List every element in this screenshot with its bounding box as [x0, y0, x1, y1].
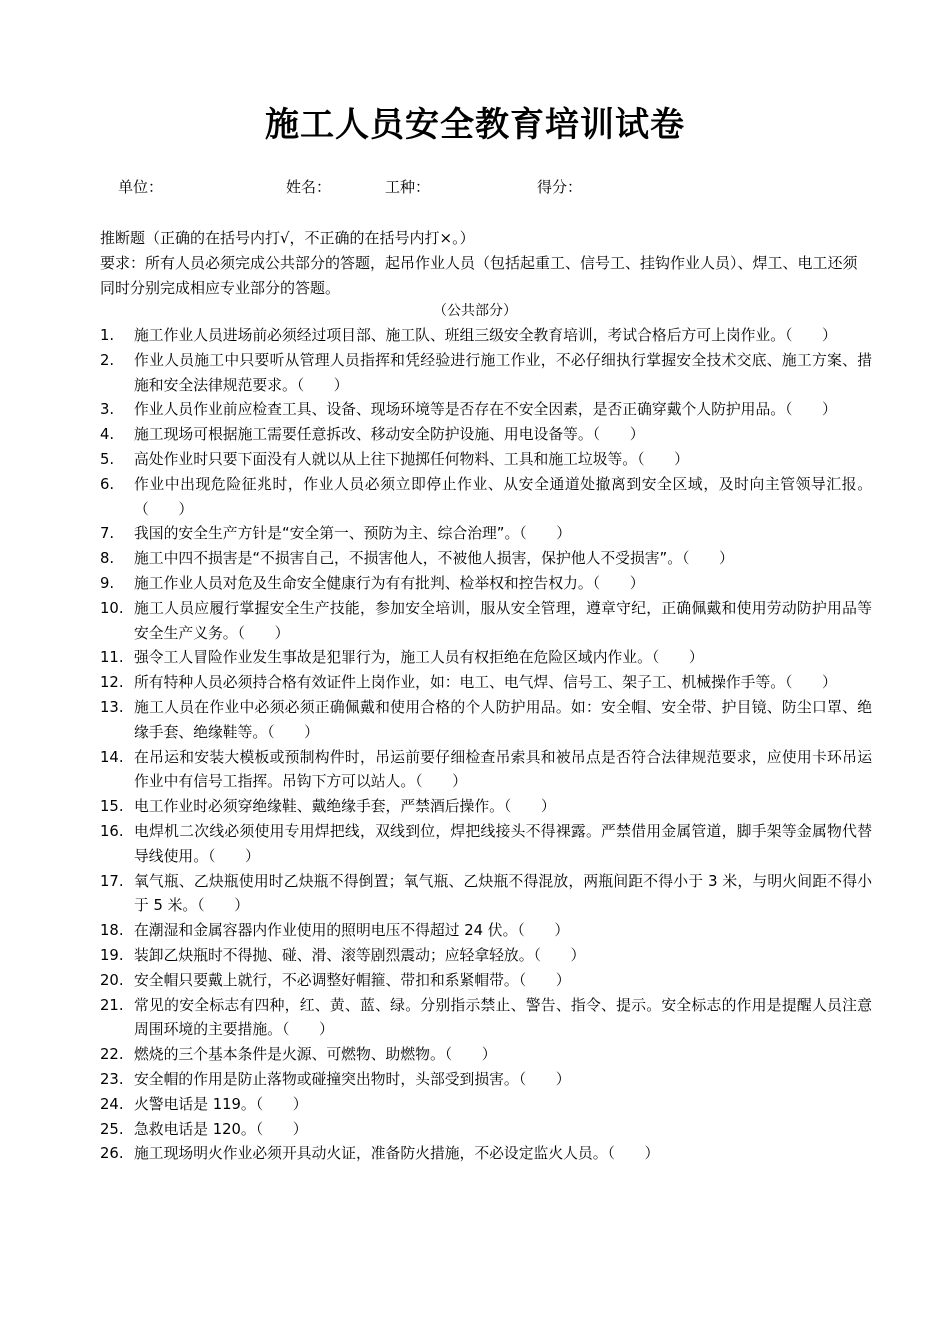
- question-item: [100, 547, 872, 572]
- question-text: 安全帽只要戴上就行，不必调整好帽箍、带扣和系紧帽带。（ ）: [134, 971, 571, 989]
- question-item: [100, 820, 872, 870]
- question-text: 所有特种人员必须持合格有效证件上岗作业，如：电工、电气焊、信号工、架子工、机械操作手等。（ ）: [134, 674, 837, 692]
- question-number: 10.: [100, 599, 124, 617]
- question-number: 8.: [100, 550, 115, 568]
- question-item: [100, 1118, 872, 1143]
- section-heading: （公共部分）: [433, 303, 517, 319]
- question-text: 施工现场可根据施工需要任意拆改、移动安全防护设施、用电设备等。（ ）: [134, 426, 645, 444]
- question-text: 安全帽的作用是防止落物或碰撞突出物时，头部受到损害。（ ）: [134, 1070, 571, 1088]
- question-number: 21.: [100, 996, 124, 1014]
- question-item: [100, 671, 872, 696]
- question-text: 装卸乙炔瓶时不得抛、碰、滑、滚等剧烈震动；应轻拿轻放。（ ）: [134, 946, 586, 964]
- question-item: [100, 1093, 872, 1118]
- question-text: 强令工人冒险作业发生事故是犯罪行为，施工人员有权拒绝在危险区域内作业。（ ）: [134, 649, 704, 667]
- question-item: [100, 349, 872, 399]
- header-fields: [0, 176, 950, 198]
- score-label: 得分：: [537, 178, 583, 196]
- question-text: 作业人员施工中只要听从管理人员指挥和凭经验进行施工作业，不必仔细执行掌握安全技术交底、施工方案、措施和安全法律规范要求。（ ）: [134, 351, 872, 394]
- question-text: 电工作业时必须穿绝缘鞋、戴绝缘手套，严禁酒后操作。（ ）: [134, 798, 556, 816]
- question-item: [100, 522, 872, 547]
- question-item: [100, 1068, 872, 1093]
- question-number: 3.: [100, 401, 115, 419]
- question-text: 火警电话是 119。（ ）: [134, 1095, 308, 1113]
- requirement-text: 要求：所有人员必须完成公共部分的答题，起吊作业人员（包括起重工、信号工、挂钩作业人员）、焊工、电工还须同时分别完成相应专业部分的答题。: [100, 254, 858, 297]
- question-text: 施工作业人员对危及生命安全健康行为有有批判、检举权和控告权力。（ ）: [134, 574, 645, 592]
- question-item: [100, 448, 872, 473]
- unit-label: 单位：: [118, 178, 164, 196]
- question-text: 作业人员作业前应检查工具、设备、现场环境等是否存在不安全因素，是否正确穿戴个人防护用品。（ ）: [134, 401, 837, 419]
- question-text: 施工人员应履行掌握安全生产技能，参加安全培训，服从安全管理，遵章守纪，正确佩戴和使用劳动防护用品等安全生产义务。（ ）: [134, 599, 872, 642]
- question-text: 作业中出现危险征兆时，作业人员必须立即停止作业、从安全通道处撤离到安全区域，及时向主管领导汇报。（ ）: [134, 475, 872, 518]
- question-number: 7.: [100, 525, 115, 543]
- question-number: 6.: [100, 475, 115, 493]
- question-item: [100, 324, 872, 349]
- question-text: 常见的安全标志有四种，红、黄、蓝、绿。分别指示禁止、警告、指令、提示。安全标志的作用是提醒人员注意周围环境的主要措施。（ ）: [134, 996, 872, 1039]
- page-title: 施工人员安全教育培训试卷: [265, 105, 685, 145]
- question-number: 1.: [100, 327, 115, 344]
- name-label: 姓名：: [286, 178, 332, 196]
- question-item: [100, 646, 872, 671]
- question-number: 17.: [100, 872, 124, 890]
- question-item: [100, 696, 872, 746]
- question-number: 16.: [100, 822, 124, 840]
- question-number: 9.: [100, 574, 115, 592]
- question-item: [100, 795, 872, 820]
- question-text: 施工作业人员进场前必须经过项目部、施工队、班组三级安全教育培训，考试合格后方可上岗作业。（ ）: [134, 327, 837, 344]
- question-number: 26.: [100, 1145, 124, 1163]
- question-number: 15.: [100, 798, 124, 816]
- question-item: [100, 969, 872, 994]
- question-item: [100, 1043, 872, 1068]
- question-item: [100, 919, 872, 944]
- question-text: 施工中四不损害是“不损害自己，不损害他人，不被他人损害，保护他人不受损害”。（ ）: [134, 550, 734, 568]
- question-item: [100, 398, 872, 423]
- question-number: 11.: [100, 649, 124, 667]
- question-text: 在潮湿和金属容器内作业使用的照明电压不得超过 24 伏。（ ）: [134, 922, 570, 940]
- question-number: 25.: [100, 1120, 124, 1138]
- question-number: 2.: [100, 351, 115, 369]
- question-text: 电焊机二次线必须使用专用焊把线，双线到位，焊把线接头不得裸露。严禁借用金属管道，脚手架等金属物代替导线使用。（ ）: [134, 822, 872, 865]
- question-number: 4.: [100, 426, 115, 444]
- question-number: 14.: [100, 748, 124, 766]
- question-text: 氧气瓶、乙炔瓶使用时乙炔瓶不得倒置；氧气瓶、乙炔瓶不得混放，两瓶间距不得小于 3 米，与明火间距不得小于 5 米。（ ）: [134, 872, 872, 915]
- instruction-line: 推断题（正确的在括号内打√，不正确的在括号内打×。）: [100, 229, 475, 247]
- question-item: [100, 870, 872, 920]
- question-text: 施工人员在作业中必须必须正确佩戴和使用合格的个人防护用品。如：安全帽、安全带、护目镜、防尘口罩、绝缘手套、绝缘鞋等。（ ）: [134, 698, 872, 741]
- question-number: 22.: [100, 1046, 124, 1064]
- trade-label: 工种：: [385, 178, 431, 196]
- question-item: [100, 994, 872, 1044]
- question-item: [100, 473, 872, 523]
- question-text: 高处作业时只要下面没有人就以从上往下抛掷任何物料、工具和施工垃圾等。（ ）: [134, 450, 689, 468]
- question-item: [100, 423, 872, 448]
- question-number: 24.: [100, 1095, 124, 1113]
- question-item: [100, 746, 872, 796]
- question-number: 12.: [100, 674, 124, 692]
- question-item: [100, 597, 872, 647]
- question-text: 急救电话是 120。（ ）: [134, 1120, 308, 1138]
- question-number: 23.: [100, 1070, 124, 1088]
- question-list: [100, 324, 872, 1167]
- question-item: [100, 1142, 872, 1167]
- question-number: 20.: [100, 971, 124, 989]
- question-text: 在吊运和安装大模板或预制构件时，吊运前要仔细检查吊索具和被吊点是否符合法律规范要求，应使用卡环吊运作业中有信号工指挥。吊钩下方可以站人。（ ）: [134, 748, 872, 791]
- question-item: [100, 572, 872, 597]
- question-item: [100, 944, 872, 969]
- question-text: 施工现场明火作业必须开具动火证，准备防火措施，不必设定监火人员。（ ）: [134, 1145, 660, 1163]
- question-number: 13.: [100, 698, 124, 716]
- question-text: 我国的安全生产方针是“安全第一、预防为主、综合治理”。（ ）: [134, 525, 572, 543]
- question-number: 18.: [100, 922, 124, 940]
- question-text: 燃烧的三个基本条件是火源、可燃物、助燃物。（ ）: [134, 1046, 497, 1064]
- question-number: 19.: [100, 946, 124, 964]
- question-number: 5.: [100, 450, 115, 468]
